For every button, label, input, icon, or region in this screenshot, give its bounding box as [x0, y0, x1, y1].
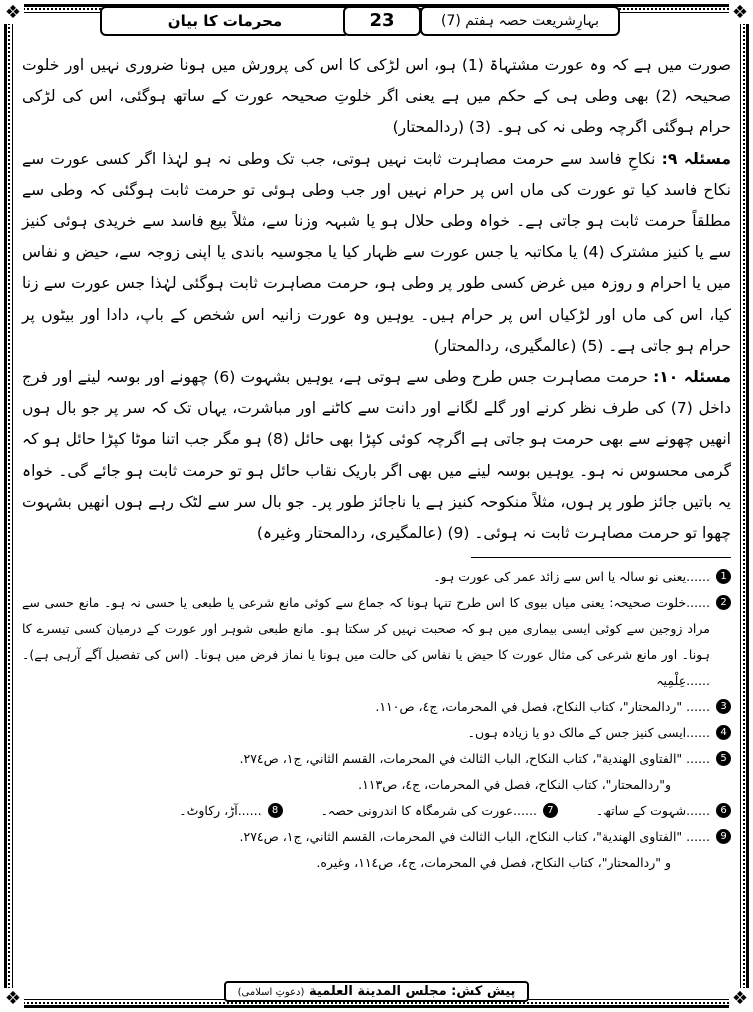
footer-prefix: پیش کش: — [451, 984, 516, 999]
footnote-text: ...... "الفتاوى الهندية"، كتاب النكاح، الباب الثالث في المحرمات، القسم الثاني، ج١، ص٢٧٤. — [239, 751, 710, 767]
footnote-9 — [22, 824, 731, 850]
footnote-text: ......خلوت صحیحہ: یعنی میاں بیوی کا اس طرح تنہا ہونا کہ جماع سے کوئی مانع شرعی یا طبعی یا حسی نہ ہو۔ مانع حسی سے مراد زوجین سے کوئی ایسی بیماری میں ہو کہ صحبت نہیں کر سکتا ہو۔ مانع طبعی شوہر اور عورت کے درمیان کسی تیسرے کا ہونا۔ اور مانع شرعی کی مثال عورت کا حیض یا نفاس کی حالت میں ہونا یا نماز فرض میں ہونا۔ (اس کی تفصیل آگے آرہی ہے)۔ ......عِلْمِیہ — [22, 595, 710, 689]
paragraph-intro: صورت میں ہے کہ وہ عورت مشتہاۃ (1) ہو، اس لڑکی کا اس کی پرورش میں ہونا ضروری نہیں اور خلوت صحیحہ (2) بھی وطی ہی کے حکم میں ہے یعنی اگر خلوتِ صحیحہ عورت کے ساتھ ہوگئی، اس کی لڑکی حرام ہوگئی اگرچہ وطی نہ کی ہو۔ (3) (ردالمحتار) — [22, 56, 732, 137]
masala-10-label: مسئلہ ۱۰: — [653, 368, 731, 387]
header-book-title: محرمات کا بیان — [100, 6, 350, 36]
footnote-text: ......شہوت کے ساتھ۔ — [595, 803, 710, 819]
page-number: 23 — [343, 6, 421, 36]
footnote-4 — [22, 720, 731, 746]
ornament-corner-bottom-left-icon: ❖ — [2, 988, 24, 1010]
header-section-title: بہارِشریعت حصہ ہفتم (7) — [420, 6, 620, 36]
ornament-corner-top-right-icon: ❖ — [729, 2, 751, 24]
footer-publisher: مجلس المدينة العلمية — [308, 984, 447, 999]
page-footer — [0, 980, 753, 1002]
footnote-8 — [179, 798, 282, 824]
ornament-corner-top-left-icon: ❖ — [2, 2, 24, 24]
footnote-number: 9 — [716, 829, 731, 844]
footnote-number: 3 — [716, 699, 731, 714]
footnote-7 — [321, 798, 558, 824]
footnote-number: 5 — [716, 751, 731, 766]
footnote-6 — [596, 798, 731, 824]
footnote-number: 2 — [716, 595, 731, 610]
masala-9-text: نکاحِ فاسد سے حرمت مصاہرت ثابت نہیں ہوتی، جب تک وطی نہ ہو لہٰذا اگر کسی عورت سے نکاح فاسد کیا تو عورت کی ماں اس پر حرام نہیں اور جب وطی ہوئی تو حرمت ثابت ہوگئی کہ وطی سے مطلقاً حرمت ثابت ہو جاتی ہے۔ خواہ وطی حلال ہو یا شبہہ وزنا سے، مثلاً بیع فاسد سے خریدی ہوئی کنیز سے یا کنیز مشترک (4) یا مکاتبہ یا جس عورت سے ظہار کیا یا مجوسیہ باندی یا اپنی زوجہ سے، حیض و نفاس میں یا احرام و روزہ میں غرض کسی طور پر وطی ہو، حرمت مصاہرت ثابت ہوگئی لہٰذا جس عورت سے زنا کیا، اس کی ماں اور لڑکیاں اس پر حرام ہیں۔ یوہیں وہ عورت زانیہ اس شخص کے باپ، دادا اور بیٹوں پر حرام ہو جاتی ہے۔ (5) (عالمگیری، ردالمحتار) — [22, 149, 731, 355]
footnote-number: 6 — [716, 803, 731, 818]
footnote-2 — [22, 590, 731, 694]
footnotes-6-7-8 — [22, 798, 731, 824]
footnote-number: 4 — [716, 725, 731, 740]
ornament-corner-bottom-right-icon: ❖ — [729, 988, 751, 1010]
footer-suffix: (دعوتِ اسلامی) — [237, 987, 305, 998]
footnote-text: ......یعنی نو سالہ یا اس سے زائد عمر کی عورت ہو۔ — [433, 569, 710, 585]
page-body — [22, 50, 731, 958]
masala-10-text: حرمت مصاہرت جس طرح وطی سے ہوتی ہے، یوہیں بشہوت (6) چھونے اور بوسہ لینے اور فرج داخل (7) کی طرف نظر کرنے اور گلے لگانے اور دانت سے کاٹنے اور مباشرت، یہاں تک کہ سر پر جو بال ہوں انھیں چھونے سے بھی حرمت ہو جاتی ہے اگرچہ کوئی کپڑا بھی حائل (8) ہو مگر جب اتنا موٹا کپڑا حائل ہو کہ گرمی محسوس نہ ہو۔ یوہیں بوسہ لینے میں بھی اگر باریک نقاب حائل ہو تو حرمت ثابت ہو جائے گی۔ خواہ یہ باتیں جائز طور پر ہوں، مثلاً منکوحہ کنیز ہے یا ناجائز طور پر۔ جو بال سر سے لٹک رہے ہوں انھیں بشہوت چھوا تو حرمت مصاہرت ثابت نہ ہوئی۔ (9) (عالمگیری، ردالمحتار وغیرہ) — [22, 368, 731, 543]
footnote-5-continued: و"ردالمحتار"، كتاب النكاح، فصل في المحرمات، ج٤، ص١١٣. — [358, 777, 671, 793]
footnote-3 — [22, 694, 731, 720]
masala-9 — [22, 144, 731, 362]
footnote-5 — [22, 746, 731, 772]
footnote-text: ...... "الفتاوى الهندية"، كتاب النكاح، الباب الثالث في المحرمات، القسم الثاني، ج١، ص٢٧٤. — [239, 829, 710, 845]
footnote-1 — [22, 564, 731, 590]
footnote-text: ......عورت کی شرمگاہ کا اندرونی حصہ۔ — [320, 803, 537, 819]
masala-9-label: مسئلہ ۹: — [661, 149, 731, 168]
footnote-text: ......ایسی کنیز جس کے مالک دو یا زیادہ ہوں۔ — [467, 725, 710, 741]
publisher-box — [224, 981, 530, 1002]
footnote-separator — [471, 557, 731, 558]
footnote-9-continued: و "ردالمحتار"، كتاب النكاح، فصل في المحرمات، ج٤، ص١١٤، وغيره. — [316, 855, 671, 871]
footnote-number: 1 — [716, 569, 731, 584]
footnote-text: ...... "ردالمحتار"، كتاب النكاح، فصل في المحرمات، ج٤، ص١١٠. — [375, 699, 710, 715]
footnote-number: 8 — [268, 803, 283, 818]
footnote-text: ......آڑ، رکاوٹ۔ — [179, 803, 262, 819]
footnote-number: 7 — [543, 803, 558, 818]
masala-10 — [22, 362, 731, 549]
